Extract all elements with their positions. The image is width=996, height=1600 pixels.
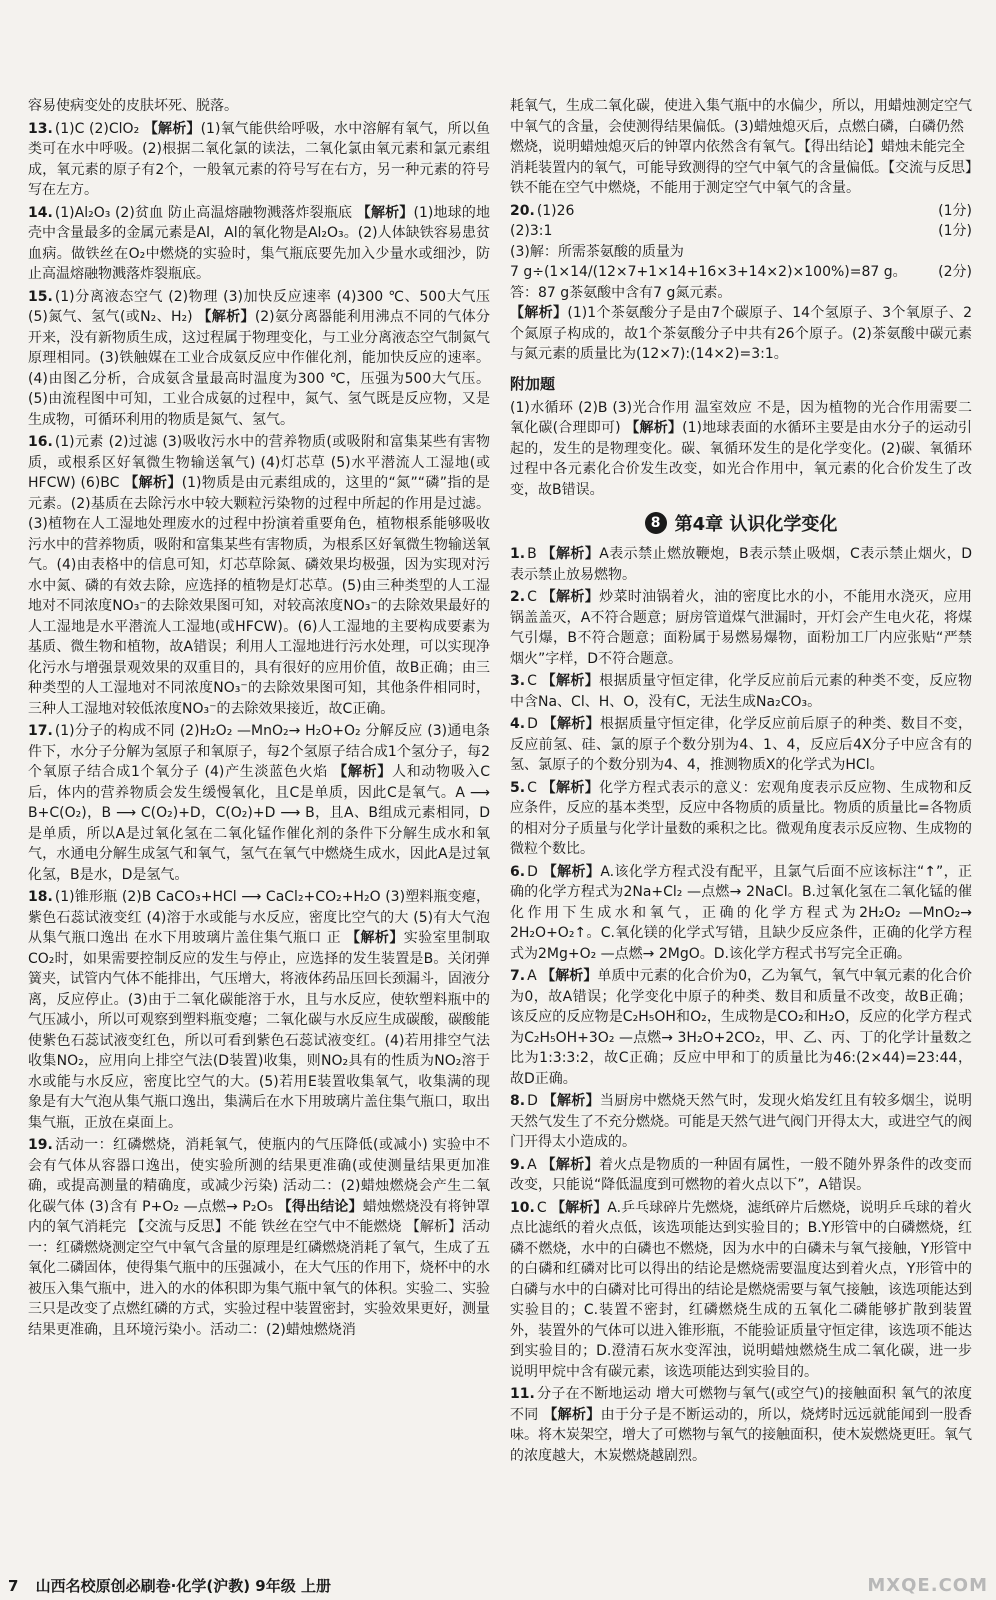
analysis-label: 【解析】 bbox=[541, 1156, 599, 1173]
analysis-label: 【解析】 bbox=[541, 779, 600, 796]
answer-entry bbox=[510, 714, 972, 776]
answer-text: B bbox=[527, 546, 537, 562]
analysis-text: A.乒乓球碎片先燃烧，滤纸碎片后燃烧，说明乒乓球的着火点比滤纸的着火点低，该选项能达到实验目的；B.Y形管中的白磷燃烧，红磷不燃烧，水中的白磷也不燃烧，因为水中的白磷未与氧气接触，Y形管中的白磷和红磷对比可以得出的结论是燃烧需要温度达到着火点，Y形管中的白磷与水中的白磷对比可得出的结论是燃烧需要与氧气接触，该选项能达到实验目的；C.装置不密封，红磷燃烧生成的五氧化二磷能够扩散到装置外，装置外的气体可以进入锥形瓶，不能验证质量守恒定律，该选项不能达到实验目的；D.澄清石灰水变浑浊，说明蜡烛燃烧生成二氧化碳，进一步说明甲烷中含有碳元素，该选项能达到实验目的。 bbox=[510, 1199, 972, 1380]
question-number: 7. bbox=[510, 968, 526, 984]
right-column bbox=[510, 96, 972, 1570]
analysis-label: 【解析】 bbox=[543, 1406, 601, 1423]
question-20: 20. (1)26 (1分) (2)3:1 (1分) (3)解：所需茶氨酸的质量为 7 g÷(1×14/(12×7+1×14+16×3+14×2)×100%)=87 g。 (2分) 答：87 g茶氨酸中含有7 g氮元素。 【解析】(1)1个茶氨酸分子是由7个碳原子、14个氢原子、3个氧原子、2个氮原子构成的，故1个茶氨酸分子中共有26个原子。(2)茶氨酸中碳元素与氮元素的质量比为(12×7):(14×2)=3:1。 bbox=[510, 202, 972, 362]
continued-text: 容易使病变处的皮肤坏死、脱落。 bbox=[28, 98, 238, 114]
book-title: 山西名校原创必刷卷·化学(沪教) 9年级 上册 bbox=[35, 1577, 331, 1595]
analysis-label: 【解析】 bbox=[541, 589, 600, 605]
chapter-number-badge: 8 bbox=[645, 512, 667, 534]
answer-entry bbox=[510, 862, 972, 965]
answer-text: D bbox=[527, 1093, 538, 1109]
analysis-text: 化学方程式表示的意义：宏观角度表示反应物、生成物和反应条件，反应的基本类型，反应中各物质的质量比。物质的质量比=各物质的相对分子质量与化学计量数的乘积之比。微观角度表示反应物、生成物的微粒个数比。 bbox=[510, 779, 972, 857]
analysis-text: (1)物质是由元素组成的，这里的“氮”“磷”指的是元素。(2)基质在去除污水中较大颗粒污染物的过程中所起的作用是过滤。(3)植物在人工湿地处理废水的过程中扮演着重要角色，植物根系能够吸收污水中的营养物质，吸附和富集某些有害物质，为根系区好氧微生物输送氧气。(4)由表格中的信息可知，灯芯草除氮、磷效果均极强，因为实现对污水中氮、磷的有效去除，应选择的植物是灯芯草。(5)由三种类型的人工湿地对不同浓度NO₃⁻的去除效果图可知，对较高浓度NO₃⁻的去除效果最好的人工湿地是水平潜流人工湿地(或HFCW)。(6)人工湿地的主要构成要素为基质、微生物和植物，故A错误；利用人工湿地进行污水处理，可以实现净化污水与增强景观效果的双重目的，具有很好的应用价值，故B正确；由三种类型的人工湿地对不同浓度NO₃⁻的去除效果图可知，其他条件相同时，三种人工湿地对较低浓度NO₃⁻的去除效果接近，故C正确。 bbox=[28, 475, 490, 717]
analysis-text: 人和动物吸入C后，体内的营养物质会发生缓慢氧化，且C是单质，因此C是氧气。A ⟶ B+C(O₂)，B ⟶ C(O₂)+D，C(O₂)+D ⟶ B，且A、B组成元素相同，D是单质，所以A是过氧化氢在二氧化锰作催化剂的条件下分解生成水和氧气，水通电分解生成氢气和氧气，氢气在氧气中燃烧生成水，因此A是过氧化氢，B是水，D是氢气。 bbox=[28, 764, 490, 883]
left-column bbox=[28, 96, 490, 1570]
answer-text: 分子在不断地运动 增大可燃物与氧气(或空气)的接触面积 氧气的浓度不同 bbox=[510, 1386, 972, 1423]
answer-text: (1)分子的构成不同 (2)H₂O₂ —MnO₂→ H₂O+O₂ 分解反应 (3)通电条件下，水分子分解为氢原子和氧原子，每2个氢原子结合成1个氢分子，每2个氧原子结合成1个氧分子 (4)产生淡蓝色火焰 bbox=[28, 723, 490, 780]
answer-text: 活动一：红磷燃烧，消耗氧气，使瓶内的气压降低(或减小) 实验中不会有气体从容器口逸出，使实验所测的结果更准确(或使测量结果更加准确，或提高测量的精确度，或减少污染) 活动二：(2)蜡烛燃烧会产生二氧化碳气体 (3)含有 P+O₂ —点燃→ P₂O₅ bbox=[28, 1137, 490, 1215]
answer-text: C bbox=[536, 1199, 547, 1216]
answer-entry bbox=[510, 1155, 972, 1196]
question-number: 18. bbox=[28, 889, 53, 905]
analysis-text: (2)氨分离器能利用沸点不同的气体分开来，没有新物质生成，这过程属于物理变化，与工业分离液态空气制氮气原理相同。(3)铁触媒在工业合成氨反应中作催化剂，能加快反应的速率。(4)由图乙分析，合成氨含量最高时温度为300 ℃，压强为500大气压。(5)由流程图中可知，工业合成氨的过程中，氮气、氢气既是反应物，又是生成物，可循环利用的物质是氮气、氢气。 bbox=[28, 309, 490, 428]
continued-text-right: 耗氧气，生成二氧化碳，使进入集气瓶中的水偏少，所以，用蜡烛测定空气中氧气的含量，会使测得结果偏低。(3)蜡烛熄灭后，点燃白磷，白磷仍然燃烧，说明蜡烛熄灭后的钟罩内依然含有氧气。【得出结论】蜡烛未能完全消耗装置内的氧气，可能导致测得的空气中氧气的含量偏低。【交流与反思】铁不能在空气中燃烧，不能用于测定空气中氧气的含量。 bbox=[510, 98, 972, 196]
answer-text: A bbox=[527, 1156, 537, 1173]
answer-entry bbox=[28, 287, 490, 431]
analysis-label: 【解析】 bbox=[124, 475, 182, 491]
analysis-text: A表示禁止燃放鞭炮，B表示禁止吸烟，C表示禁止烟火，D表示禁止放易燃物。 bbox=[510, 546, 972, 583]
question-number: 3. bbox=[510, 673, 526, 689]
left-answer-list bbox=[28, 119, 490, 1341]
analysis-label: 【解析】 bbox=[356, 204, 414, 221]
extra-heading: 附加题 bbox=[510, 374, 556, 393]
answer-entry bbox=[28, 887, 490, 1133]
question-number: 17. bbox=[28, 723, 53, 739]
analysis-label: 【解析】 bbox=[541, 673, 600, 689]
question-number: 2. bbox=[510, 589, 526, 605]
analysis-label: 【解析】 bbox=[541, 546, 600, 562]
question-number: 6. bbox=[510, 863, 526, 880]
question-number: 16. bbox=[28, 434, 53, 450]
answer-entry bbox=[28, 721, 490, 885]
question-number: 15. bbox=[28, 288, 53, 305]
chapter-heading bbox=[510, 510, 972, 536]
watermark: MXQE.COM bbox=[867, 1575, 988, 1596]
page-number: 7 bbox=[8, 1577, 19, 1595]
analysis-label: 【解析】 bbox=[541, 968, 598, 984]
analysis-text: 根据质量守恒定律，化学反应前后元素的种类不变，反应物中含Na、Cl、H、O，没有C，无法生成Na₂CO₃。 bbox=[510, 673, 972, 710]
analysis-text: 根据质量守恒定律，化学反应前后原子的种类、数目不变，反应前氢、硅、氯的原子个数分别为4、1、4，反应后4X分子中应含有的氢、氯原子的个数分别为4、4，推测物质X的化学式为HCl。 bbox=[510, 716, 972, 773]
analysis-label: 【解析】 bbox=[542, 716, 600, 732]
question-number: 9. bbox=[510, 1156, 526, 1173]
answer-text: (1)锥形瓶 (2)B CaCO₃+HCl ⟶ CaCl₂+CO₂+H₂O (3)塑料瓶变瘪，紫色石蕊试液变红 (4)溶于水或能与水反应，密度比空气的大 (5)有大气泡从集气瓶口逸出 在水下用玻璃片盖住集气瓶口 正 bbox=[28, 889, 490, 946]
question-number: 10. bbox=[510, 1199, 535, 1216]
answer-entry bbox=[510, 966, 972, 1089]
analysis-label: 【解析】 bbox=[542, 1093, 600, 1109]
answer-entry bbox=[510, 1091, 972, 1153]
question-number: 19. bbox=[28, 1137, 53, 1153]
answer-text: C bbox=[527, 779, 537, 796]
analysis-label: 【解析】 bbox=[551, 1199, 608, 1216]
answer-entry bbox=[510, 544, 972, 585]
answer-entry bbox=[510, 587, 972, 669]
analysis-text: 由于分子是不断运动的，所以，烧烤时远远就能闻到一股香味。将木炭架空，增大了可燃物与氧气的接触面积，使木炭燃烧更旺。氧气的浓度越大，木炭燃烧越剧烈。 bbox=[510, 1406, 972, 1464]
answer-entry bbox=[28, 1135, 490, 1340]
answer-entry bbox=[510, 1384, 972, 1466]
answer-entry bbox=[510, 671, 972, 712]
question-number: 5. bbox=[510, 779, 526, 796]
page-footer bbox=[8, 1575, 331, 1596]
analysis-text: 蜡烛燃烧没有将钟罩内的氧气消耗完 【交流与反思】不能 铁丝在空气中不能燃烧 【解析】活动一：红磷燃烧测定空气中氧气含量的原理是红磷燃烧消耗了氧气，生成了五氧化二磷固体，使得集气瓶中的压强减小，在大气压的作用下，烧杯中的水被压入集气瓶中，进入的水的体积即为集气瓶中氧气的体积。实验二、实验三只是改变了点燃红磷的方式，实验过程中装置密封，实验效果更好，测量结果更准确，且环境污染小。活动二：(2)蜡烛燃烧消 bbox=[28, 1198, 490, 1338]
answer-text: C bbox=[527, 589, 537, 605]
answer-text: A bbox=[527, 968, 537, 984]
analysis-text: 当厨房中燃烧天然气时，发现火焰发红且有较多烟尘，说明天然气发生了不充分燃烧。可能是天然气进气阀门开得太大，或进空气的阀门开得太小造成的。 bbox=[510, 1093, 972, 1150]
answer-text: (1)分离液态空气 (2)物理 (3)加快反应速率 (4)300 ℃、500大气压 (5)氮气、氢气(或N₂、H₂) bbox=[28, 288, 490, 325]
analysis-text: 单质中元素的化合价为0，乙为氧气，氧气中氧元素的化合价为0，故A错误；化学变化中原子的种类、数目和质量不改变，故B正确；该反应的反应物是C₂H₅OH和O₂，生成物是CO₂和H₂O，反应的化学方程式为C₂H₅OH+3O₂ —点燃→ 3H₂O+2CO₂，甲、乙、丙、丁的化学计量数之比为1:3:3:2，故C正确；反应中甲和丁的质量比为46:(2×44)=23:44，故D正确。 bbox=[510, 968, 972, 1087]
analysis-label: 【解析】 bbox=[542, 863, 601, 880]
answer-text: (1)元素 (2)过滤 (3)吸收污水中的营养物质(或吸附和富集某些有害物质，或根系区好氧微生物输送氧气) (4)灯芯草 (5)水平潜流人工湿地(或HFCW) (6)BC bbox=[28, 434, 490, 491]
answer-text: C bbox=[527, 673, 537, 689]
analysis-text: 实验室里制取CO₂时，如果需要控制反应的发生与停止，应选择的发生装置是B。关闭弹簧夹，试管内气体不能排出，气压增大，将液体药品压回长颈漏斗，固液分离，反应停止。(3)由于二氧化碳能溶于水，且与水反应，使软塑料瓶中的气压减小，所以可观察到塑料瓶变瘪；二氧化碳与水反应生成碳酸，碳酸能使紫色石蕊试液变红色，所以可看到紫色石蕊试液变红。(4)若用排空气法收集NO₂，应用向上排空气法(D装置)收集，则NO₂具有的性质为NO₂溶于水或能与水反应，密度比空气的大。(5)若用E装置收集氧气，收集满的现象是有大气泡从集气瓶口逸出，集满后在水下用玻璃片盖住集气瓶口，取出集气瓶，正放在桌面上。 bbox=[28, 930, 490, 1131]
extra-question: (1)水循环 (2)B (3)光合作用 温室效应 不是，因为植物的光合作用需要二氧化碳(合理即可) 【解析】(1)地球表面的水循环主要是由水分子的运动引起的，发生的是物理变化。碳、氧循环发生的是化学变化。(2)碳、氧循环过程中各元素化合价发生改变，如光合作用中，氧元素的化合价发生了改变，故B错误。 bbox=[510, 399, 972, 498]
analysis-label: 【解析】 bbox=[143, 120, 201, 137]
question-number: 1. bbox=[510, 546, 526, 562]
analysis-text: (1)氧气能供给呼吸，水中溶解有氧气，所以鱼类可在水中呼吸。(2)根据二氧化氯的读法，二氧化氯由氧元素和氯元素组成，氧元素的原子有2个，一般氧元素的符号写在右方，另一种元素的符号写在左方。 bbox=[28, 120, 490, 198]
chapter-title: 第4章 认识化学变化 bbox=[674, 514, 838, 535]
question-number: 4. bbox=[510, 716, 526, 732]
answer-text: D bbox=[527, 863, 538, 880]
answer-entry bbox=[28, 119, 490, 201]
analysis-label: 【解析】 bbox=[333, 764, 392, 780]
answer-entry bbox=[510, 778, 972, 860]
question-number: 13. bbox=[28, 120, 53, 137]
question-number: 11. bbox=[510, 1386, 535, 1402]
analysis-label: 【解析】 bbox=[346, 930, 404, 946]
analysis-text: 着火点是物质的一种固有属性，一般不随外界条件的改变而改变，只能说“降低温度到可燃物的着火点以下”，A错误。 bbox=[510, 1156, 972, 1193]
question-number: 14. bbox=[28, 204, 53, 221]
answer-entry bbox=[510, 1198, 972, 1383]
answer-text: (1)C (2)ClO₂ bbox=[54, 120, 140, 137]
answer-text: (1)Al₂O₃ (2)贫血 防止高温熔融物溅落炸裂瓶底 bbox=[54, 204, 353, 221]
analysis-text: A.该化学方程式没有配平，且氯气后面不应该标注“↑”，正确的化学方程式为2Na+Cl₂ —点燃→ 2NaCl。B.过氧化氢在二氧化锰的催化作用下生成水和氧气，正确的化学方程式为2H₂O₂ —MnO₂→ 2H₂O+O₂↑。C.氧化镁的化学式写错，且缺少反应条件，正确的化学方程式为2Mg+O₂ —点燃→ 2MgO。D.该化学方程式书写完全正确。 bbox=[510, 863, 972, 962]
question-number: 8. bbox=[510, 1093, 526, 1109]
right-answer-list bbox=[510, 544, 972, 1466]
answer-entry bbox=[28, 432, 490, 719]
answer-text: D bbox=[527, 716, 538, 732]
analysis-text: (1)地球的地壳中含量最多的金属元素是Al，Al的氧化物是Al₂O₃。(2)人体缺铁容易患贫血病。做铁丝在O₂中燃烧的实验时，集气瓶底要先加入少量水或细沙，防止高温熔融物溅落炸裂瓶底。 bbox=[28, 204, 490, 282]
analysis-label: 【解析】 bbox=[197, 309, 255, 325]
analysis-text: 炒菜时油锅着火，油的密度比水的小，不能用水浇灭，应用锅盖盖灭，A不符合题意；厨房管道煤气泄漏时，开灯会产生电火花，将煤气引爆，B不符合题意；面粉属于易燃易爆物，面粉加工厂内应张贴“严禁烟火”字样，D不符合题意。 bbox=[510, 589, 972, 667]
analysis-label: 【得出结论】 bbox=[277, 1198, 363, 1215]
answer-entry bbox=[28, 203, 490, 285]
